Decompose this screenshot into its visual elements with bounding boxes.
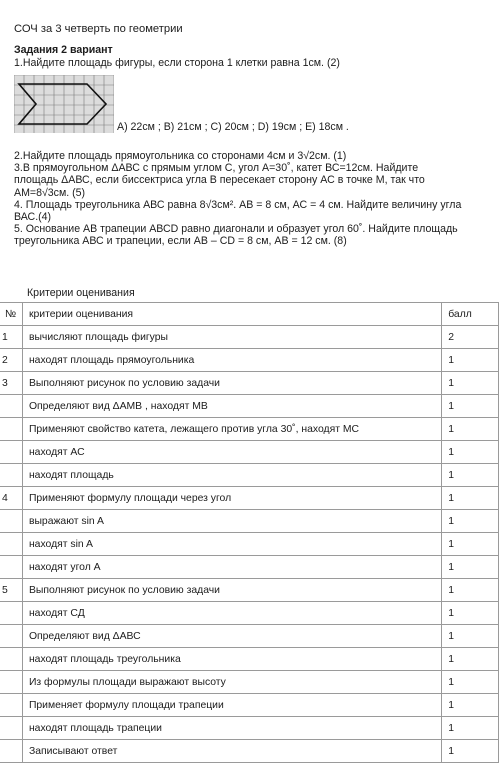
cell-score: 1 [442,372,499,395]
cell-num [0,418,22,441]
task-line: 4. Площадь треугольника АВС равна 8√3см². АВ = 8 см, АС = 4 см. Найдите величину угла [14,198,462,211]
col-number-header: № [0,303,22,326]
table-row [0,395,499,418]
col-criteria-header: критерии оценивания [22,303,441,326]
table-row [0,694,499,717]
cell-num [0,464,22,487]
cell-num: 5 [0,579,22,602]
table-row [0,625,499,648]
cell-score: 1 [442,395,499,418]
cell-text: Выполняют рисунок по условию задачи [22,372,441,395]
cell-score: 1 [442,441,499,464]
task-line: площадь ΔАВС, если биссектриса угла В пересекает сторону АС в точке М, так что [14,174,425,187]
cell-num [0,740,22,763]
cell-text: вычисляют площадь фигуры [22,326,441,349]
task-1-text: 1.Найдите площадь фигуры, если сторона 1 клетки равна 1см. (2) [14,57,340,69]
table-row [0,326,499,349]
table-row [0,740,499,763]
task-line: треугольника АВС и трапеции, если АВ – СD = 8 см, АВ = 12 см. (8) [14,235,347,248]
cell-text: находят площадь треугольника [22,648,441,671]
cell-num [0,625,22,648]
cell-num [0,533,22,556]
cell-score: 1 [442,533,499,556]
table-row [0,487,499,510]
cell-score: 1 [442,717,499,740]
cell-score: 1 [442,602,499,625]
cell-text: находят sin A [22,533,441,556]
col-score-header: балл [442,303,499,326]
cell-text: находят угол А [22,556,441,579]
cell-score: 1 [442,579,499,602]
table-row [0,579,499,602]
cell-text: находят площадь прямоугольника [22,349,441,372]
cell-text: Применяет формулу площади трапеции [22,694,441,717]
cell-num [0,717,22,740]
cell-score: 1 [442,671,499,694]
cell-num [0,510,22,533]
cell-num: 1 [0,326,22,349]
table-row [0,418,499,441]
doc-title: СОЧ за 3 четверть по геометрии [14,23,183,35]
cell-text: Применяют свойство катета, лежащего против угла 30˚, находят МС [22,418,441,441]
cell-score: 1 [442,556,499,579]
cell-num [0,441,22,464]
task-line: 5. Основание АВ трапеции АВСD равно диагонали и образует угол 60˚. Найдите площадь [14,223,458,236]
table-header-row [0,303,499,326]
task-line: 2.Найдите площадь прямоугольника со сторонами 4см и 3√2см. (1) [14,150,347,162]
cell-text: находят площадь [22,464,441,487]
cell-text: Определяют вид ΔАМВ , находят МВ [22,395,441,418]
cell-text: Из формулы площади выражают высоту [22,671,441,694]
cell-num [0,602,22,625]
table-row [0,602,499,625]
task-line: АМ=8√3см. (5) [14,186,86,199]
table-row [0,349,499,372]
table-row [0,372,499,395]
cell-score: 1 [442,648,499,671]
table-row [0,717,499,740]
cell-num [0,694,22,717]
cell-num: 4 [0,487,22,510]
cell-text: Выполняют рисунок по условию задачи [22,579,441,602]
table-row [0,441,499,464]
cell-score: 2 [442,326,499,349]
cell-score: 1 [442,740,499,763]
task-line: 3.В прямоугольном ΔАВС с прямым углом С, угол А=30˚, катет ВС=12см. Найдите [14,162,419,175]
cell-score: 1 [442,418,499,441]
cell-text: Применяют формулу площади через угол [22,487,441,510]
cell-num [0,671,22,694]
table-row [0,671,499,694]
variant-heading: Задания 2 вариант [14,44,113,56]
cell-num: 2 [0,349,22,372]
cell-num [0,395,22,418]
criteria-table [0,302,499,763]
cell-text: находят площадь трапеции [22,717,441,740]
cell-score: 1 [442,464,499,487]
grid-figure [14,75,114,133]
cell-text: находят СД [22,602,441,625]
task-1-options: А) 22см ; В) 21см ; С) 20см ; D) 19см ; E) 18см . [117,121,349,133]
cell-num: 3 [0,372,22,395]
cell-text: Определяют вид ΔАВС [22,625,441,648]
cell-score: 1 [442,349,499,372]
cell-num [0,556,22,579]
cell-score: 1 [442,694,499,717]
table-row [0,533,499,556]
table-row [0,648,499,671]
table-row [0,556,499,579]
cell-score: 1 [442,487,499,510]
criteria-heading: Критерии оценивания [27,287,135,299]
cell-num [0,648,22,671]
task-line: ВАС.(4) [14,211,52,224]
cell-text: выражают sin A [22,510,441,533]
cell-score: 1 [442,625,499,648]
cell-score: 1 [442,510,499,533]
cell-text: находят АС [22,441,441,464]
table-row [0,510,499,533]
tasks-block [14,150,494,248]
table-row [0,464,499,487]
cell-text: Записывают ответ [22,740,441,763]
